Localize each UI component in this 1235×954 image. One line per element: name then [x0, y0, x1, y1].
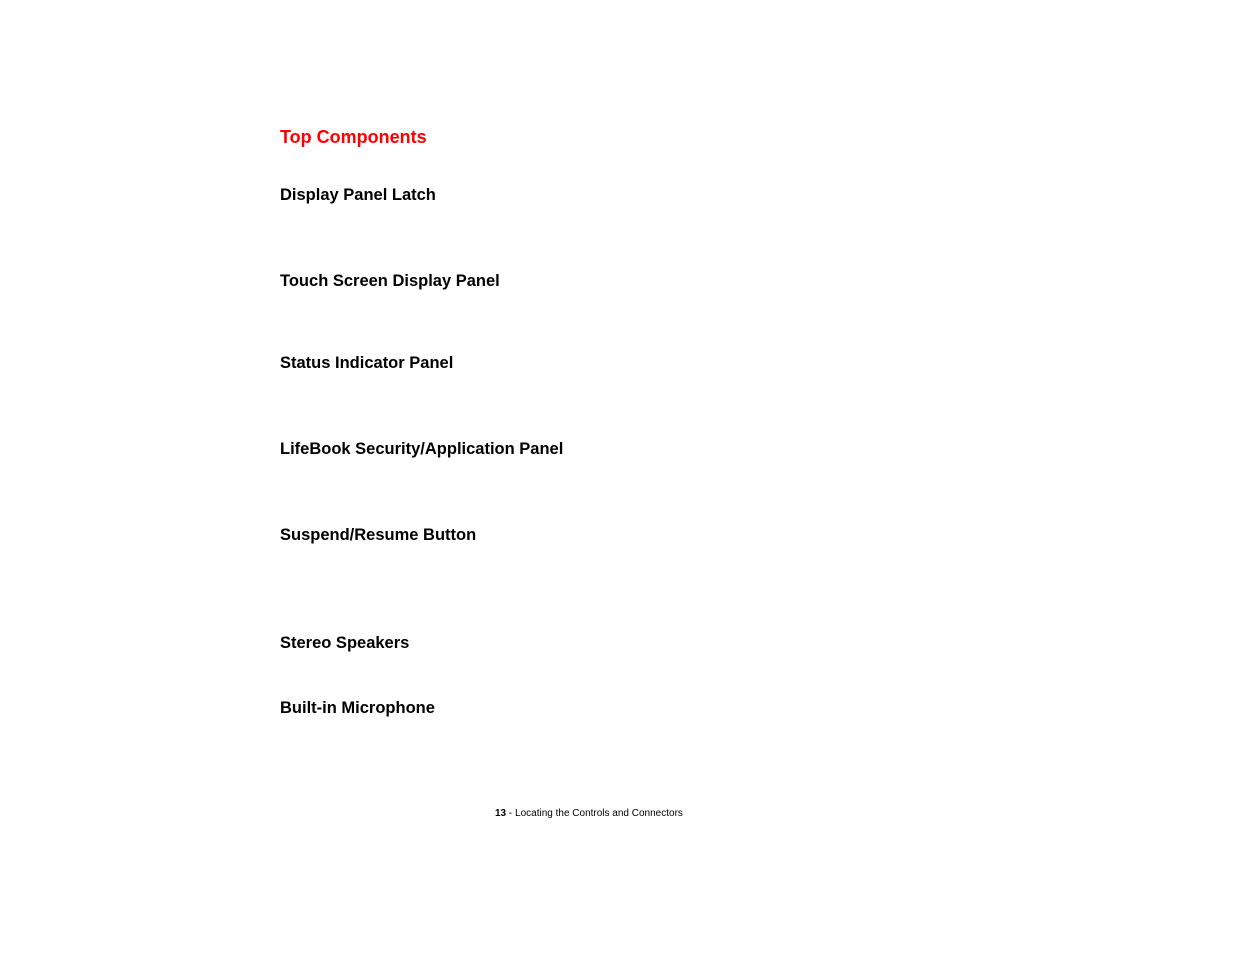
- heading-lifebook-security-application-panel: LifeBook Security/Application Panel: [280, 440, 564, 458]
- footer-separator: -: [506, 808, 516, 819]
- page-number: 13: [495, 808, 507, 819]
- heading-touch-screen-display-panel: Touch Screen Display Panel: [280, 272, 500, 290]
- heading-status-indicator-panel: Status Indicator Panel: [280, 354, 454, 372]
- heading-suspend-resume-button: Suspend/Resume Button: [280, 526, 477, 544]
- chapter-title: Locating the Controls and Connectors: [515, 808, 683, 819]
- section-title: Top Components: [280, 127, 427, 147]
- heading-built-in-microphone: Built-in Microphone: [280, 699, 435, 717]
- heading-display-panel-latch: Display Panel Latch: [280, 186, 436, 204]
- heading-stereo-speakers: Stereo Speakers: [280, 634, 410, 652]
- page-footer: [495, 808, 683, 819]
